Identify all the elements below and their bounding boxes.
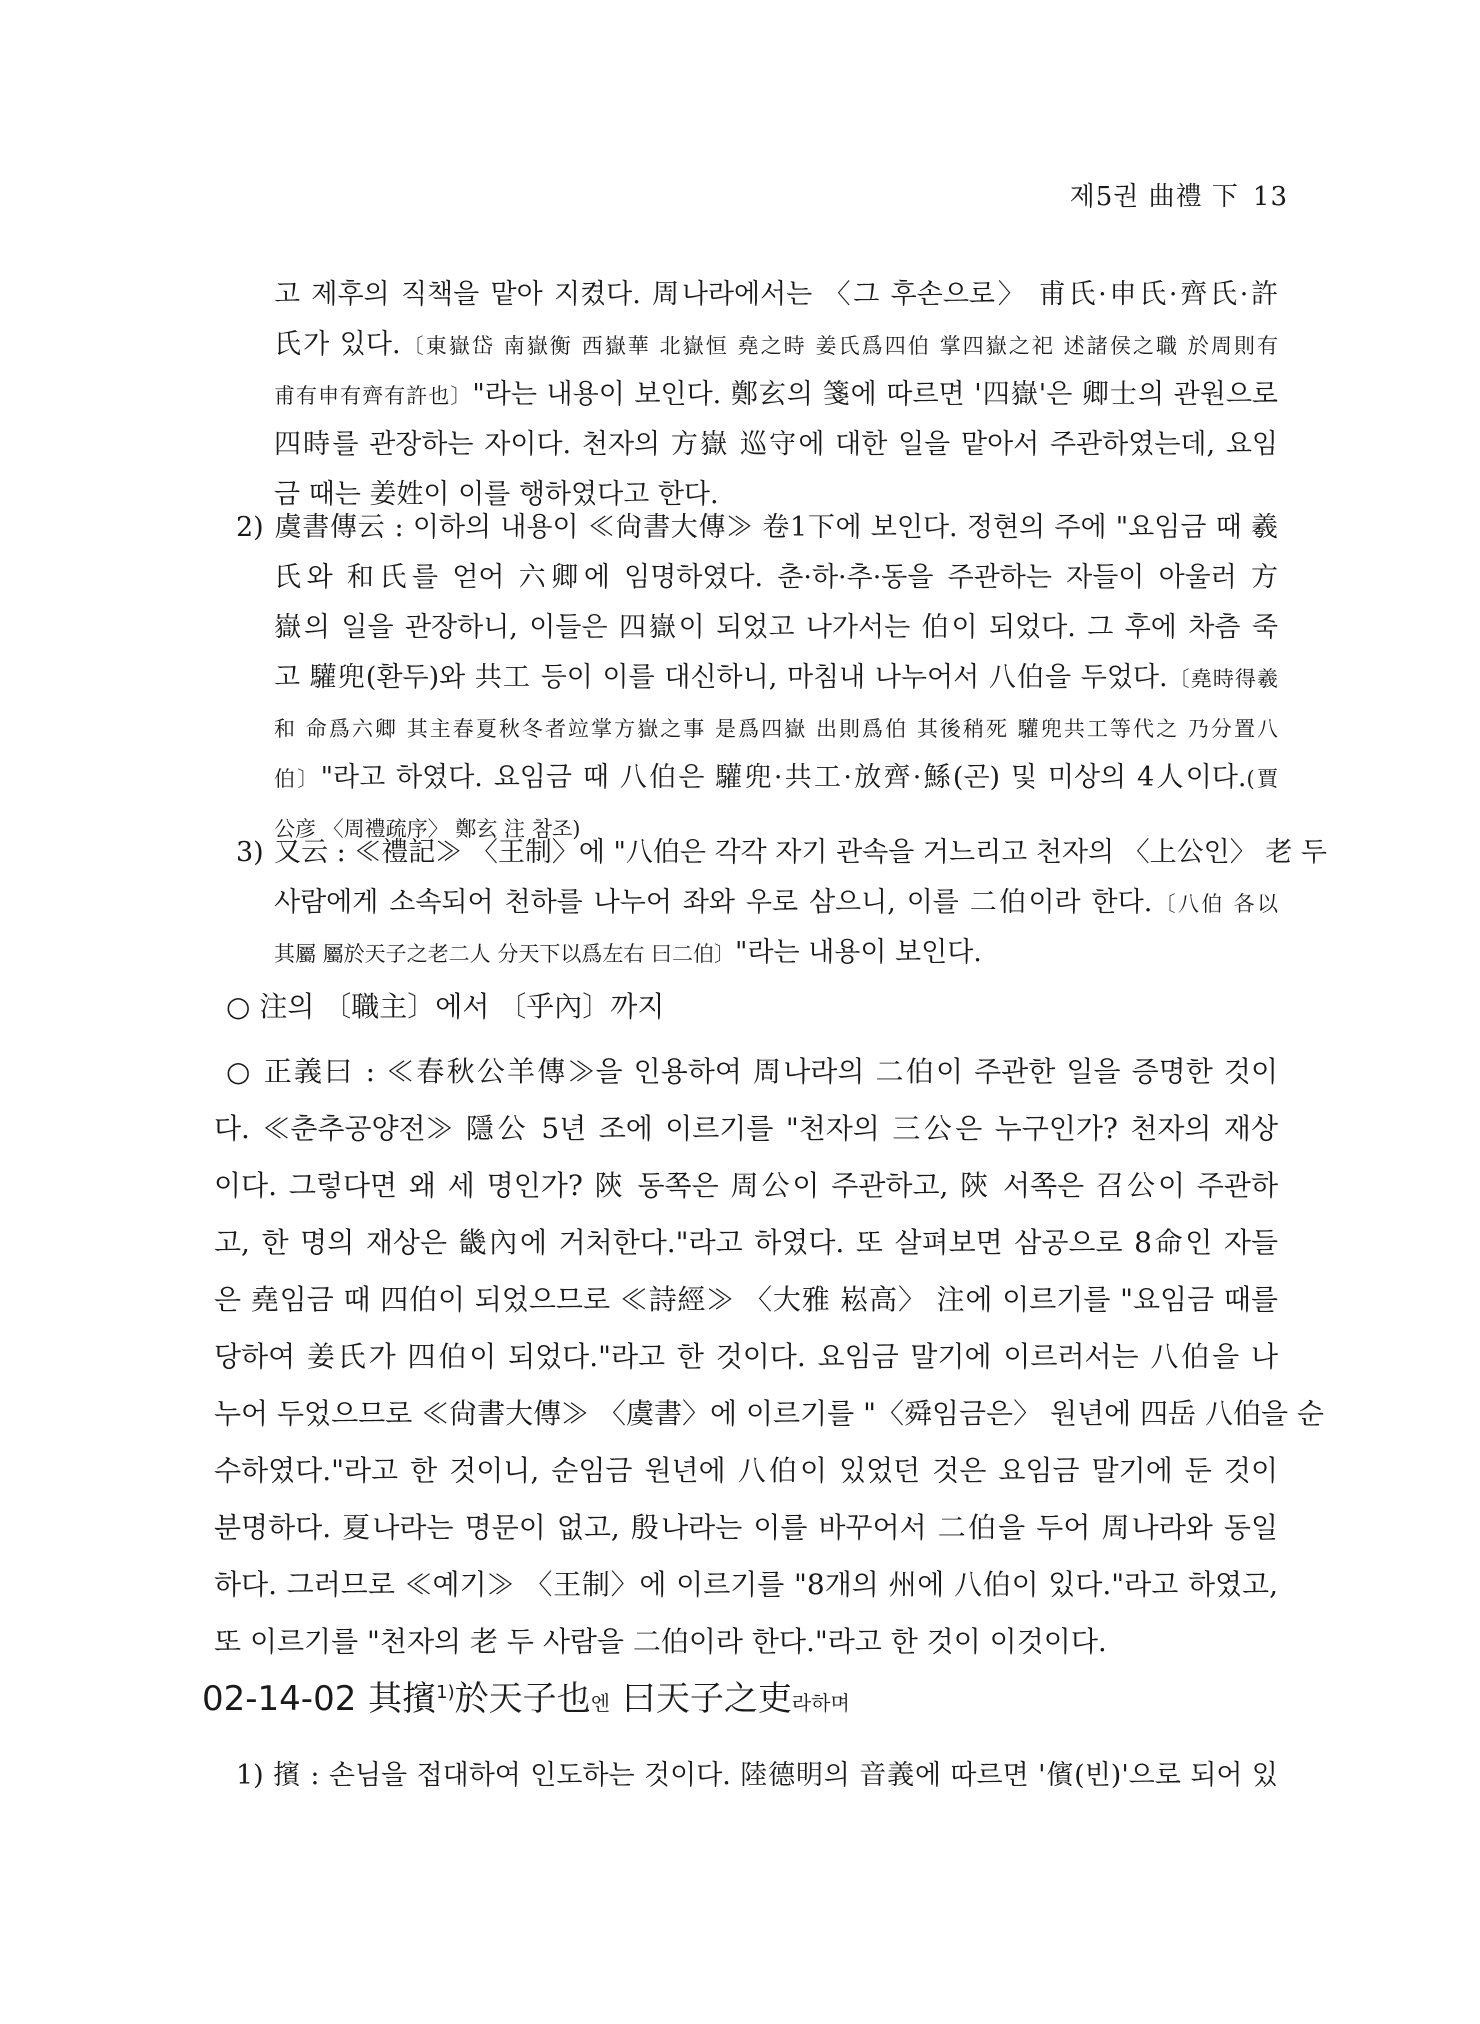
text-line: 하다. 그러므로 ≪예기≫ 〈王制〉에 이르기를 "8개의 州에 八伯이 있다."라고 하였고, bbox=[214, 1568, 1278, 1601]
text-line: 고 제후의 직책을 맡아 지켰다. 周나라에서는 〈그 후손으로〉 甫氏·申氏·齊氏·許 bbox=[274, 279, 1278, 310]
text-segment: 又云 : ≪禮記≫ 〈王制〉에 "八伯은 각각 자기 관속을 거느리고 천자의 〈上公인〉 老 두 bbox=[274, 837, 1327, 868]
section-text-c: 曰天子之吏 bbox=[621, 1679, 792, 1719]
text-line bbox=[236, 503, 1278, 553]
citation-text: 其屬 屬於天子之老二人 分天下以爲左右 曰二伯〕 bbox=[274, 942, 736, 966]
text-line: 嶽의 일을 관장하니, 이들은 四嶽이 되었고 나가서는 伯이 되었다. 그 후에 차츰 죽 bbox=[274, 612, 1278, 643]
section-code: 02-14-02 bbox=[202, 1679, 357, 1719]
section-particle-a: 엔 bbox=[590, 1691, 610, 1715]
text-line bbox=[274, 370, 1278, 420]
header-label: 제5권 曲禮 下 bbox=[1069, 182, 1239, 212]
text-line: 누어 두었으므로 ≪尙書大傳≫ 〈虞書〉에 이르기를 "〈舜임금은〉 원년에 四岳 八伯을 순 bbox=[214, 1397, 1324, 1430]
text-line: 고, 한 명의 재상은 畿內에 거처한다."라고 하였다. 또 살펴보면 삼공으로 8命인 자들 bbox=[214, 1226, 1278, 1259]
citation-text: 〔八伯 各以 bbox=[1152, 892, 1278, 916]
text-line: 분명하다. 夏나라는 명문이 없고, 殷나라는 이를 바꾸어서 二伯을 두어 周나라와 동일 bbox=[214, 1511, 1278, 1544]
running-header bbox=[1070, 176, 1288, 213]
section-text-b: 於天子也 bbox=[454, 1679, 591, 1719]
citation-text: 〔堯時得羲 bbox=[1167, 667, 1278, 691]
footnote-2 bbox=[236, 503, 1278, 853]
section-text-a: 其擯 bbox=[368, 1679, 437, 1719]
text-line bbox=[274, 320, 1278, 370]
footnote-marker: 3) bbox=[236, 837, 264, 868]
text-line bbox=[236, 828, 1327, 878]
footnote-marker: 2) bbox=[236, 512, 264, 543]
text-line: 은 堯임금 때 四伯이 되었으므로 ≪詩經≫ 〈大雅 崧高〉 注에 이르기를 "요임금 때를 bbox=[214, 1283, 1278, 1316]
text-segment: "라는 내용이 보인다. bbox=[735, 937, 982, 968]
text-segment: 虞書傳云 : 이하의 내용이 ≪尙書大傳≫ 卷1下에 보인다. 정현의 주에 "요임금 때 羲 bbox=[274, 512, 1278, 543]
footnote-1-continuation bbox=[274, 270, 1278, 520]
text-line: ○ 正義曰 : ≪春秋公羊傳≫을 인용하여 周나라의 二伯이 주관한 일을 증명한 것이 bbox=[226, 1055, 1278, 1088]
text-line: 수하였다."라고 한 것이니, 순임금 원년에 八伯이 있었던 것은 요임금 말기에 둔 것이 bbox=[214, 1454, 1278, 1487]
commentary-body bbox=[214, 1043, 1324, 1670]
text-segment: 고 驩兜(환두)와 共工 등이 이를 대신하니, 마침내 나누어서 八伯을 두었다. bbox=[274, 662, 1168, 693]
section-heading bbox=[202, 1674, 850, 1728]
text-line: 氏와 和氏를 얻어 六卿에 임명하였다. 춘·하·추·동을 주관하는 자들이 아울러 方 bbox=[274, 562, 1278, 593]
text-line: 四時를 관장하는 자이다. 천자의 方嶽 巡守에 대한 일을 맡아서 주관하였는데, 요임 bbox=[274, 429, 1278, 460]
citation-text: 伯〕 bbox=[274, 767, 321, 791]
text-line: 1) 擯 : 손님을 접대하여 인도하는 것이다. 陸德明의 音義에 따르면 '儐(빈)'으로 되어 있 bbox=[236, 1760, 1278, 1791]
text-line bbox=[236, 703, 1278, 753]
citation-text: (賈 bbox=[1246, 767, 1278, 791]
text-line bbox=[236, 878, 1278, 928]
section-particle-b: 라하며 bbox=[791, 1691, 850, 1715]
footnote-ref[interactable]: 1) bbox=[436, 1682, 455, 1703]
text-line bbox=[236, 753, 1278, 803]
text-line: 당하여 姜氏가 四伯이 되었다."라고 한 것이다. 요임금 말기에 이르러서는 八伯을 나 bbox=[214, 1340, 1278, 1373]
citation-text: 〔東嶽岱 南嶽衡 西嶽華 北嶽恒 堯之時 姜氏爲四伯 掌四嶽之祀 述諸侯之職 於周則有 bbox=[400, 334, 1278, 358]
text-line: 다. ≪춘추공양전≫ 隱公 5년 조에 이르기를 "천자의 三公은 누구인가? 천자의 재상 bbox=[214, 1112, 1278, 1145]
text-segment: 氏가 있다. bbox=[274, 329, 401, 360]
page-number: 13 bbox=[1252, 182, 1288, 212]
text-line: 금 때는 姜姓이 이를 행하였다고 한다. bbox=[274, 479, 719, 510]
commentary-heading bbox=[226, 983, 1278, 1031]
citation-text: 甫有申有齊有許也〕 bbox=[274, 384, 473, 408]
text-segment: "라는 내용이 보인다. 鄭玄의 箋에 따르면 '四嶽'은 卿士의 관원으로 bbox=[472, 379, 1278, 410]
footnote-1 bbox=[236, 1751, 1278, 1801]
citation-text: 公彦 〈周禮疏序〉 鄭玄 注 참조) bbox=[274, 817, 581, 841]
text-line: 또 이르기를 "천자의 老 두 사람을 二伯이라 한다."라고 한 것이 이것이다. bbox=[214, 1625, 1107, 1658]
text-segment: "라고 하였다. 요임금 때 八伯은 驩兜·共工·放齊·鯀(곤) 및 미상의 4人이다. bbox=[320, 762, 1247, 793]
text-line bbox=[236, 653, 1278, 703]
text-segment: 사람에게 소속되어 천하를 나누어 좌와 우로 삼으니, 이를 二伯이라 한다. bbox=[274, 887, 1153, 918]
footnote-3 bbox=[236, 828, 1327, 978]
text-line: ○ 注의 〔職主〕에서 〔乎內〕까지 bbox=[226, 990, 665, 1023]
citation-text: 和 命爲六卿 其主春夏秋冬者竝掌方嶽之事 是爲四嶽 出則爲伯 其後稍死 驩兜共工等代之 乃分置八 bbox=[274, 717, 1278, 741]
text-line bbox=[236, 928, 1278, 978]
text-line: 이다. 그렇다면 왜 세 명인가? 陝 동쪽은 周公이 주관하고, 陝 서쪽은 召公이 주관하 bbox=[214, 1169, 1278, 1202]
